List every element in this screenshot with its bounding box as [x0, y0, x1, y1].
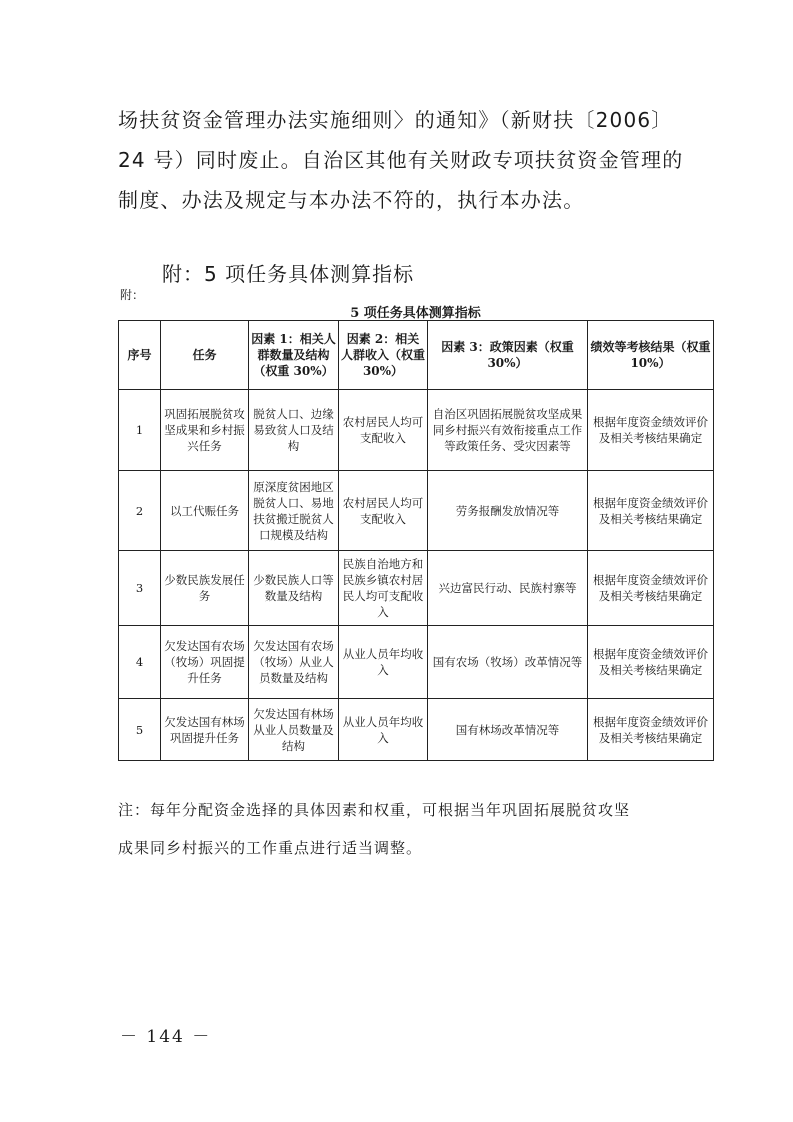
body-text-line-1: 场扶贫资金管理办法实施细则〉的通知》（新财扶〔2006〕 — [118, 108, 673, 132]
header-factor3: 因素 3：政策因素（权重 30%） — [428, 321, 588, 390]
cell-no: 1 — [119, 390, 161, 471]
note-line-1: 注：每年分配资金选择的具体因素和权重，可根据当年巩固拓展脱贫攻坚 — [118, 801, 631, 819]
cell-factor1: 欠发达国有农场（牧场）从业人员数量及结构 — [249, 626, 339, 699]
header-assessment: 绩效等考核结果（权重 10%） — [588, 321, 714, 390]
cell-factor2: 从业人员年均收入 — [339, 626, 428, 699]
cell-no: 5 — [119, 699, 161, 761]
cell-assessment: 根据年度资金绩效评价及相关考核结果确定 — [588, 551, 714, 626]
cell-no: 3 — [119, 551, 161, 626]
note-line-2: 成果同乡村振兴的工作重点进行适当调整。 — [118, 839, 423, 857]
table-row — [119, 626, 714, 699]
table-row — [119, 699, 714, 761]
table-row — [119, 471, 714, 551]
table-row — [119, 390, 714, 471]
attachment-label: 附： — [120, 288, 145, 302]
cell-assessment: 根据年度资金绩效评价及相关考核结果确定 — [588, 471, 714, 551]
cell-assessment: 根据年度资金绩效评价及相关考核结果确定 — [588, 390, 714, 471]
cell-factor2: 农村居民人均可支配收入 — [339, 390, 428, 471]
header-no: 序号 — [119, 321, 161, 390]
cell-factor1: 脱贫人口、边缘易致贫人口及结构 — [249, 390, 339, 471]
cell-task: 以工代赈任务 — [161, 471, 249, 551]
table-header-row — [119, 321, 714, 390]
cell-factor2: 从业人员年均收入 — [339, 699, 428, 761]
cell-task: 欠发达国有农场（牧场）巩固提升任务 — [161, 626, 249, 699]
cell-task: 巩固拓展脱贫攻坚成果和乡村振兴任务 — [161, 390, 249, 471]
cell-no: 2 — [119, 471, 161, 551]
cell-factor2: 农村居民人均可支配收入 — [339, 471, 428, 551]
cell-factor3: 自治区巩固拓展脱贫攻坚成果同乡村振兴有效衔接重点工作等政策任务、受灾因素等 — [428, 390, 588, 471]
cell-factor3: 国有农场（牧场）改革情况等 — [428, 626, 588, 699]
cell-factor3: 劳务报酬发放情况等 — [428, 471, 588, 551]
body-text-line-2: 24 号）同时废止。自治区其他有关财政专项扶贫资金管理的 — [118, 148, 684, 172]
cell-task: 少数民族发展任务 — [161, 551, 249, 626]
cell-factor1: 欠发达国有林场从业人员数量及结构 — [249, 699, 339, 761]
cell-factor1: 原深度贫困地区脱贫人口、易地扶贫搬迁脱贫人口规模及结构 — [249, 471, 339, 551]
cell-factor2: 民族自治地方和民族乡镇农村居民人均可支配收入 — [339, 551, 428, 626]
header-task: 任务 — [161, 321, 249, 390]
cell-factor1: 少数民族人口等数量及结构 — [249, 551, 339, 626]
cell-assessment: 根据年度资金绩效评价及相关考核结果确定 — [588, 699, 714, 761]
table-title: 5 项任务具体测算指标 — [350, 306, 481, 321]
cell-task: 欠发达国有林场巩固提升任务 — [161, 699, 249, 761]
attachment-heading: 附：5 项任务具体测算指标 — [162, 262, 415, 286]
cell-factor3: 兴边富民行动、民族村寨等 — [428, 551, 588, 626]
table-row — [119, 551, 714, 626]
indicator-table — [118, 320, 714, 761]
cell-factor3: 国有林场改革情况等 — [428, 699, 588, 761]
page-number: － 144 － — [120, 1027, 212, 1047]
header-factor2: 因素 2：相关人群收入（权重 30%） — [339, 321, 428, 390]
cell-assessment: 根据年度资金绩效评价及相关考核结果确定 — [588, 626, 714, 699]
header-factor1: 因素 1：相关人群数量及结构（权重 30%） — [249, 321, 339, 390]
cell-no: 4 — [119, 626, 161, 699]
body-text-line-3: 制度、办法及规定与本办法不符的，执行本办法。 — [118, 188, 585, 212]
